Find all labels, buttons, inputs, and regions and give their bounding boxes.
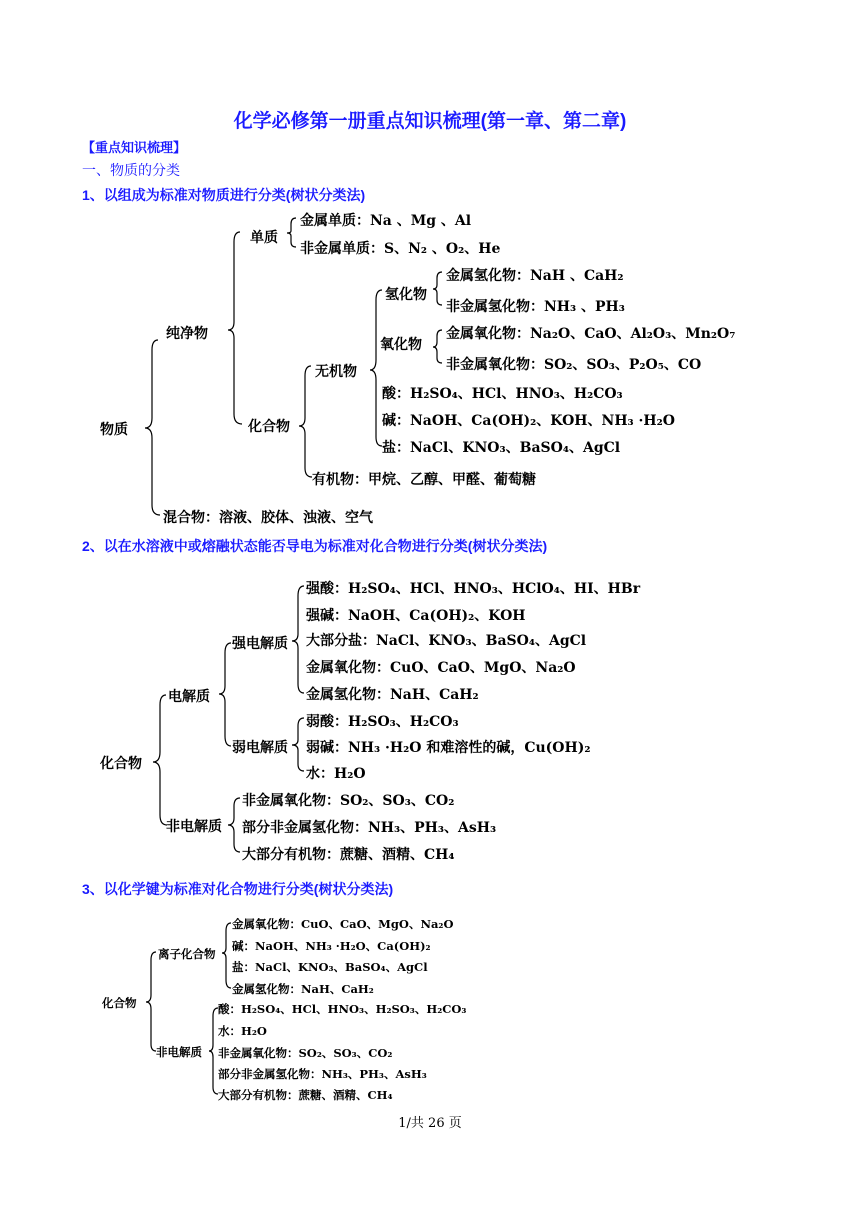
leaf-metal-oxide-3: 金属氧化物：CuO、CaO、MgO、Na₂O <box>232 917 454 931</box>
leaf-mixture: 混合物：溶液、胶体、浊液、空气 <box>163 510 373 526</box>
leaf-nonmetal-oxide: 非金属氧化物：SO₂、SO₃、P₂O₅、CO <box>446 357 702 373</box>
leaf-nonmetal-oxide-3: 非金属氧化物：SO₂、SO₃、CO₂ <box>218 1046 393 1060</box>
leaf-salt: 盐：NaCl、KNO₃、BaSO₄、AgCl <box>382 440 621 456</box>
tree3-heading: 3、以化学键为标准对化合物进行分类(树状分类法) <box>82 881 394 897</box>
node-hydride: 氢化物 <box>385 287 427 303</box>
leaf-strong-acid: 强酸：H₂SO₄、HCl、HNO₃、HClO₄、HI、HBr <box>306 581 641 597</box>
leaf-metal-oxide: 金属氧化物：Na₂O、CaO、Al₂O₃、Mn₂O₇ <box>446 326 736 342</box>
node-compound-3: 化合物 <box>102 996 137 1010</box>
leaf-base: 碱：NaOH、Ca(OH)₂、KOH、NH₃ ·H₂O <box>382 413 675 429</box>
leaf-nonmetal-hydride: 非金属氢化物：NH₃ 、PH₃ <box>446 299 625 315</box>
node-compound-2: 化合物 <box>100 756 142 772</box>
leaf-salt-3: 盐：NaCl、KNO₃、BaSO₄、AgCl <box>232 960 428 974</box>
node-non-electrolyte-3: 非电解质 <box>156 1045 202 1059</box>
leaf-organic-3: 大部分有机物：蔗糖、酒精、CH₄ <box>218 1088 393 1102</box>
node-electrolyte: 电解质 <box>168 689 210 705</box>
leaf-most-salt: 大部分盐：NaCl、KNO₃、BaSO₄、AgCl <box>306 633 587 649</box>
node-oxide: 氧化物 <box>380 337 422 353</box>
leaf-acid: 酸：H₂SO₄、HCl、HNO₃、H₂CO₃ <box>382 386 623 402</box>
section-tag: 【重点知识梳理】 <box>82 140 187 155</box>
tree2-heading: 2、以在水溶液中或熔融状态能否导电为标准对化合物进行分类(树状分类法) <box>82 538 548 554</box>
node-strong-electrolyte: 强电解质 <box>232 636 288 652</box>
leaf-organic-2: 大部分有机物：蔗糖、酒精、CH₄ <box>242 847 455 863</box>
leaf-metal-hydride-2: 金属氢化物：NaH、CaH₂ <box>306 687 479 703</box>
leaf-weak-acid: 弱酸：H₂SO₃、H₂CO₃ <box>306 714 459 730</box>
leaf-metal-hydride: 金属氢化物：NaH 、CaH₂ <box>446 268 624 284</box>
node-element: 单质 <box>250 230 278 246</box>
page-number: 1/共 26 页 <box>398 1116 462 1131</box>
leaf-nonmetal-hydride-3: 部分非金属氢化物：NH₃、PH₃、AsH₃ <box>218 1067 427 1081</box>
leaf-acid-3: 酸：H₂SO₄、HCl、HNO₃、H₂SO₃、H₂CO₃ <box>218 1002 467 1016</box>
node-weak-electrolyte: 弱电解质 <box>232 740 288 756</box>
leaf-base-3: 碱：NaOH、NH₃ ·H₂O、Ca(OH)₂ <box>232 939 431 953</box>
node-pure-substance: 纯净物 <box>166 326 208 342</box>
node-ionic-compound: 离子化合物 <box>158 947 216 961</box>
leaf-metal-hydride-3: 金属氢化物：NaH、CaH₂ <box>232 982 374 996</box>
leaf-metal-oxide-2: 金属氧化物：CuO、CaO、MgO、Na₂O <box>306 660 576 676</box>
leaf-metal-element: 金属单质：Na 、Mg 、Al <box>300 213 472 229</box>
leaf-strong-base: 强碱：NaOH、Ca(OH)₂、KOH <box>306 608 526 624</box>
leaf-nonmetal-element: 非金属单质：S、N₂ 、O₂、He <box>300 241 501 257</box>
node-matter: 物质 <box>100 422 128 438</box>
node-compound: 化合物 <box>248 419 290 435</box>
leaf-weak-base: 弱碱：NH₃ ·H₂O 和难溶性的碱，Cu(OH)₂ <box>306 740 591 756</box>
leaf-organic: 有机物：甲烷、乙醇、甲醛、葡萄糖 <box>312 472 536 488</box>
node-inorganic: 无机物 <box>315 364 357 380</box>
leaf-water-3: 水：H₂O <box>218 1024 267 1038</box>
section-heading: 一、物质的分类 <box>82 162 180 178</box>
leaf-nonmetal-oxide-2: 非金属氧化物：SO₂、SO₃、CO₂ <box>242 793 455 809</box>
leaf-nonmetal-hydride-2: 部分非金属氢化物：NH₃、PH₃、AsH₃ <box>242 820 497 836</box>
leaf-water: 水：H₂O <box>306 766 366 782</box>
page-title: 化学必修第一册重点知识梳理(第一章、第二章) <box>233 111 627 132</box>
tree1-heading: 1、以组成为标准对物质进行分类(树状分类法) <box>82 187 366 203</box>
node-non-electrolyte: 非电解质 <box>166 819 222 835</box>
